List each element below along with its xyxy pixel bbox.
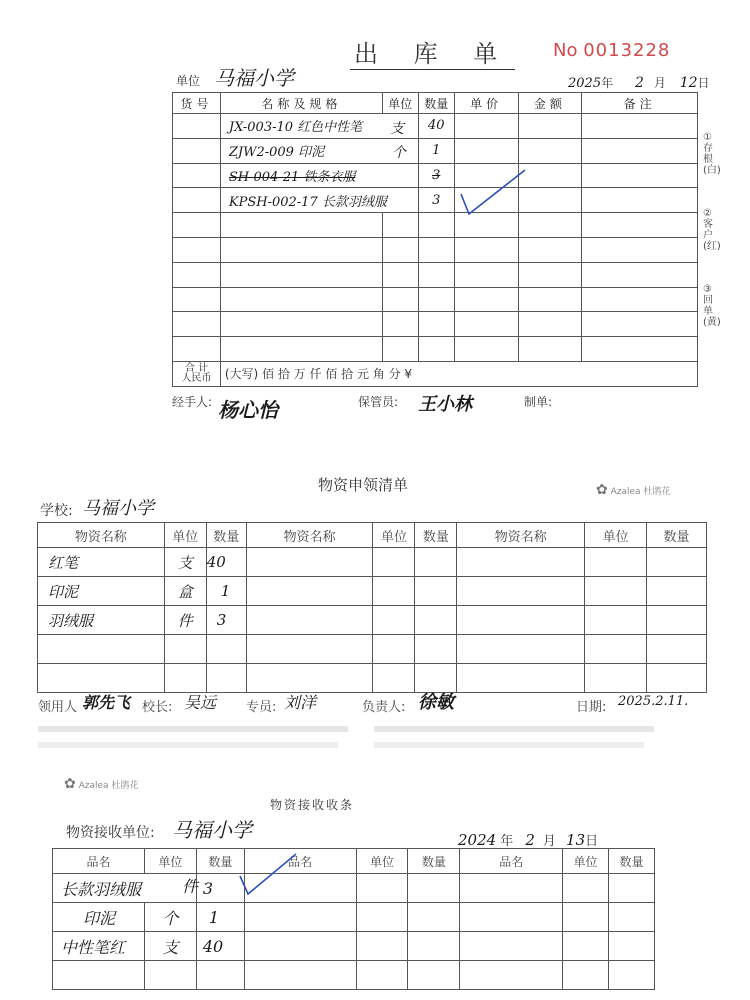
item-name: 中性笔红 xyxy=(53,932,145,961)
item-qty: 1 xyxy=(206,577,246,606)
responsible-label: 负责人: xyxy=(362,700,406,715)
table-row xyxy=(173,262,698,287)
form2-logo-text: Azalea 杜鹃花 xyxy=(610,487,671,497)
item-unit: 支 xyxy=(164,548,206,577)
form1-title: 出 库 单 xyxy=(350,34,515,70)
date-label: 日期: xyxy=(576,700,607,715)
item-spec: SH-004-21 铁条衣服 xyxy=(220,163,418,188)
form1-header: 数量 xyxy=(418,93,454,114)
form2-header: 数量 xyxy=(647,523,707,548)
form2-logo xyxy=(596,482,670,498)
form1-date-month: 2 xyxy=(634,75,644,91)
item-unit: 件 xyxy=(182,877,199,896)
form2-date: 2025.2.11. xyxy=(618,694,689,709)
form2-header: 单位 xyxy=(373,523,415,548)
item-unit: 个 xyxy=(144,903,196,932)
applicant-label: 领用人 xyxy=(38,700,78,715)
item-unit: 盒 xyxy=(164,577,206,606)
form1-header: 货号 xyxy=(173,93,221,114)
side-note: ①存根(白) xyxy=(703,132,721,176)
responsible-signature: 徐敏 xyxy=(418,692,454,713)
form1-header-row xyxy=(173,93,698,114)
form3-header: 品名 xyxy=(460,849,563,874)
table-row xyxy=(38,606,707,635)
side-note: ②客户(红) xyxy=(703,208,721,252)
item-spec: KPSH-002-17 长款羽绒服 xyxy=(220,188,418,213)
item-qty: 1 xyxy=(196,903,244,932)
form1-unit-label: 单位 xyxy=(176,74,201,88)
butterfly-icon: ✿ xyxy=(64,776,76,792)
form3-unit-label: 物资接收单位: xyxy=(66,825,155,841)
principal-label: 校长: xyxy=(142,700,173,715)
total-label: 人民币 xyxy=(181,372,212,384)
form2-title: 物资申领清单 xyxy=(318,476,409,494)
form2-header-row xyxy=(38,523,707,548)
table-row xyxy=(173,337,698,362)
specialist-label: 专员: xyxy=(246,700,277,715)
table-row xyxy=(173,114,698,139)
table-row xyxy=(53,903,655,932)
form3-logo-text: Azalea 杜鹃花 xyxy=(78,781,139,791)
table-row xyxy=(38,577,707,606)
item-unit: 支 xyxy=(144,932,196,961)
form3-date-year-suffix: 年 xyxy=(500,834,514,849)
form1-total-row xyxy=(173,361,698,386)
item-unit: 支 xyxy=(390,121,404,137)
form1-header: 金额 xyxy=(518,93,582,114)
form2-header: 单位 xyxy=(164,523,206,548)
table-row xyxy=(53,874,655,903)
form3-date-day: 13 xyxy=(566,831,586,849)
item-qty: 40 xyxy=(196,932,244,961)
table-row xyxy=(38,664,707,693)
form1-number xyxy=(553,40,670,61)
form1-date-day: 12 xyxy=(679,75,698,91)
butterfly-icon: ✿ xyxy=(596,482,608,498)
item-name: 红笔 xyxy=(38,548,165,577)
keeper-label: 保管员: xyxy=(358,395,399,409)
item-qty: 40 xyxy=(418,114,454,139)
form3-title: 物资接收收条 xyxy=(270,798,355,812)
table-row xyxy=(38,548,707,577)
form1-header: 名称及规格 xyxy=(220,93,382,114)
form1-header: 单位 xyxy=(382,93,418,114)
table-row xyxy=(173,163,698,188)
form1-date-year: 2025 xyxy=(568,76,602,91)
table-row xyxy=(173,237,698,262)
form3-header: 数量 xyxy=(196,849,244,874)
table-row xyxy=(173,213,698,238)
item-name: 印泥 xyxy=(38,577,165,606)
form3-header: 品名 xyxy=(244,849,356,874)
handler-signature: 杨心怡 xyxy=(218,398,278,422)
applicant-signature: 郭先飞 xyxy=(82,693,131,712)
table-row xyxy=(173,138,698,163)
item-name: 印泥 xyxy=(53,903,145,932)
form3-logo xyxy=(64,776,138,792)
item-qty: 3 xyxy=(418,188,454,213)
item-qty: 3 xyxy=(206,606,246,635)
maker-label: 制单: xyxy=(524,395,553,409)
form1-side-notes xyxy=(703,132,721,360)
table-row xyxy=(38,635,707,664)
table-row xyxy=(53,961,655,990)
keeper-signature: 王小林 xyxy=(418,394,472,415)
form2-header: 单位 xyxy=(585,523,647,548)
form1-unit-value: 马福小学 xyxy=(214,66,294,90)
form3-date-day-suffix: 日 xyxy=(585,834,599,849)
table-row xyxy=(53,932,655,961)
item-name: 长款羽绒服 xyxy=(53,874,197,903)
item-spec: ZJW2-009 印泥 xyxy=(220,138,418,163)
check-mark-icon xyxy=(455,166,535,222)
form1-header: 备注 xyxy=(582,93,698,114)
table-row xyxy=(173,312,698,337)
form2-school-value: 马福小学 xyxy=(82,498,154,519)
faded-notes xyxy=(38,722,698,750)
form3-date-month: 2 xyxy=(525,831,535,849)
principal-signature: 吴远 xyxy=(184,693,217,712)
form1-date xyxy=(568,74,710,91)
form3-date-year: 2024 xyxy=(458,831,497,849)
form3-header: 单位 xyxy=(563,849,609,874)
form2-header: 物资名称 xyxy=(38,523,165,548)
form2-header: 物资名称 xyxy=(246,523,373,548)
form2-table xyxy=(37,522,707,693)
form3-header-row xyxy=(53,849,655,874)
form1-date-day-suffix: 日 xyxy=(697,76,710,90)
form3-table xyxy=(52,848,655,990)
form3-header: 数量 xyxy=(408,849,460,874)
form1-date-year-suffix: 年 xyxy=(601,76,614,90)
item-unit: 件 xyxy=(164,606,206,635)
handler-label: 经手人: xyxy=(172,395,213,409)
form3-unit-value: 马福小学 xyxy=(172,818,252,842)
table-row xyxy=(173,188,698,213)
form2-header: 物资名称 xyxy=(457,523,585,548)
form3-header: 单位 xyxy=(144,849,196,874)
form2-signatures xyxy=(38,694,708,720)
item-name: 羽绒服 xyxy=(38,606,165,635)
item-qty: 40 xyxy=(206,548,246,577)
item-unit: 个 xyxy=(392,145,406,161)
form3-date xyxy=(458,830,598,849)
form3-date-month-suffix: 月 xyxy=(542,834,556,849)
item-spec: JX-003-10 红色中性笔 xyxy=(220,114,418,139)
form2-header: 数量 xyxy=(415,523,457,548)
form1-date-month-suffix: 月 xyxy=(653,76,666,90)
table-row xyxy=(173,287,698,312)
form3-header: 数量 xyxy=(609,849,655,874)
total-label: 合 计 xyxy=(184,362,209,374)
total-text: (大写) 佰 拾 万 仟 佰 拾 元 角 分 ¥ xyxy=(220,361,697,386)
form1-no-label: No xyxy=(553,40,578,61)
item-qty: 1 xyxy=(418,138,454,163)
side-note: ③回单(黄) xyxy=(703,284,721,328)
form3-header: 单位 xyxy=(356,849,408,874)
specialist-signature: 刘洋 xyxy=(284,693,317,712)
item-qty: 3 xyxy=(196,874,244,903)
form3-header: 品名 xyxy=(53,849,145,874)
form1-table xyxy=(172,92,698,387)
form2-school-label: 学校: xyxy=(40,503,73,519)
form2-header: 数量 xyxy=(206,523,246,548)
check-mark-icon xyxy=(234,850,304,900)
item-qty: 3 xyxy=(418,163,454,188)
form1-header: 单价 xyxy=(454,93,518,114)
form1-no-value: 0013228 xyxy=(583,40,671,61)
